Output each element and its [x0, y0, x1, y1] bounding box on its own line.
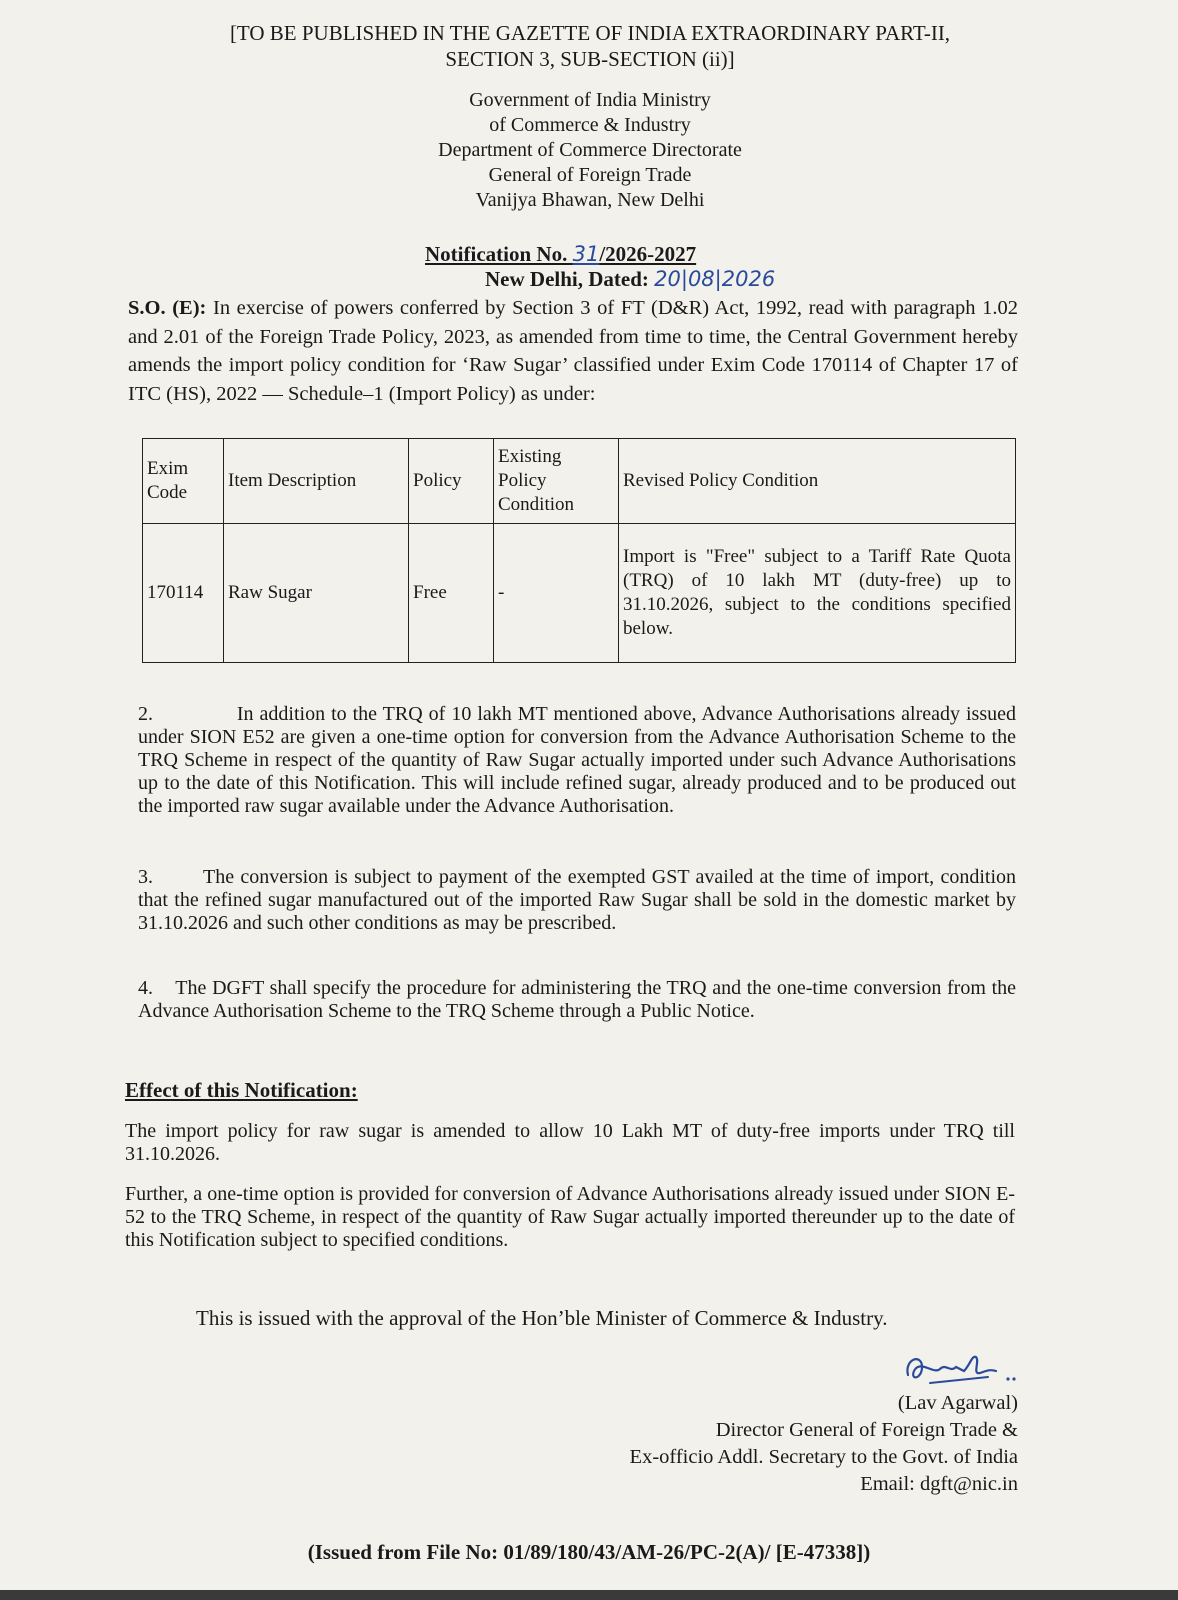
- issuer-line-5: Vanijya Bhawan, New Delhi: [475, 189, 705, 211]
- effect-heading: Effect of this Notification:: [125, 1078, 358, 1102]
- cell-existing-policy-condition: -: [494, 524, 619, 663]
- policy-table: [142, 438, 1016, 663]
- so-label: S.O. (E):: [128, 297, 207, 319]
- signatory-title-2: Ex-officio Addl. Secretary to the Govt. of India: [629, 1446, 1018, 1468]
- paragraph-3: 3. The conversion is subject to payment of the exempted GST availed at the time of import, condition that the refined sugar manufactured out of the imported Raw Sugar shall be sold in the domestic market by 31.10.2026 and such other conditions as may be prescribed.: [138, 866, 1021, 934]
- cell-revised-policy-condition: Import is "Free" subject to a Tariff Rate Quota (TRQ) of 10 lakh MT (duty-free) up to 31.10.2026, subject to the conditions specified below.: [619, 524, 1016, 663]
- header-existing-policy-condition: Existing Policy Condition: [494, 439, 619, 524]
- header-policy: Policy: [409, 439, 494, 524]
- notification-date-prefix: New Delhi, Dated:: [485, 267, 655, 291]
- effect-paragraph-2: Further, a one-time option is provided for conversion of Advance Authorisations already issued under SION E-52 to the TRQ Scheme, in respect of the quantity of Raw Sugar actually imported thereunder up to the date of this Notification subject to specified conditions.: [125, 1183, 1015, 1251]
- signatory-title-1: Director General of Foreign Trade &: [715, 1419, 1018, 1441]
- issuer-line-2: of Commerce & Industry: [489, 114, 691, 136]
- paragraph-4: 4. The DGFT shall specify the procedure for administering the TRQ and the one-time conversion from the Advance Authorisation Scheme to the TRQ Scheme through a Public Notice.: [138, 977, 1020, 1022]
- header-exim-code: Exim Code: [143, 439, 224, 524]
- notification-number-suffix: /2026-2027: [599, 242, 697, 266]
- signatory-block: [630, 1390, 1018, 1498]
- gazette-header-line-2: SECTION 3, SUB-SECTION (ii)]: [445, 47, 735, 71]
- table-header-row: [143, 439, 1016, 524]
- issuer-line-3: Department of Commerce Directorate: [438, 139, 742, 161]
- cell-exim-code: 170114: [143, 524, 224, 663]
- approval-statement: This is issued with the approval of the Hon’ble Minister of Commerce & Industry.: [196, 1306, 888, 1330]
- bottom-edge: [0, 1590, 1178, 1600]
- notification-date: [485, 267, 775, 291]
- notification-date-handwritten: 20|08|2026: [654, 267, 776, 291]
- signatory-email: Email: dgft@nic.in: [860, 1473, 1018, 1495]
- cell-item-description: Raw Sugar: [224, 524, 409, 663]
- file-reference: (Issued from File No: 01/89/180/43/AM-26/PC-2(A)/ [E-47338]): [307, 1540, 871, 1564]
- paragraph-2: 2. In addition to the TRQ of 10 lakh MT mentioned above, Advance Authorisations already issued under SION E52 are given a one-time option for conversion from the Advance Authorisation Scheme to the TRQ Scheme in respect of the quantity of Raw Sugar actually imported under such Advance Authorisations up to the date of this Notification. This will include refined sugar, already produced and to be produced out the imported raw sugar available under the Advance Authorisation.: [138, 703, 1021, 817]
- effect-paragraph-1: The import policy for raw sugar is amended to allow 10 Lakh MT of duty-free imports under TRQ till 31.10.2026.: [125, 1120, 1015, 1165]
- notification-number: [425, 242, 696, 266]
- handwritten-signature: [900, 1345, 1020, 1393]
- issuer-line-1: Government of India Ministry: [469, 89, 711, 111]
- header-revised-policy-condition: Revised Policy Condition: [619, 439, 1016, 524]
- so-paragraph: [128, 294, 1018, 408]
- signatory-name: (Lav Agarwal): [897, 1392, 1018, 1414]
- notification-number-handwritten: 31: [572, 242, 600, 266]
- issuer-block: [380, 88, 800, 213]
- table-row: [143, 524, 1016, 663]
- gazette-header: [100, 20, 1080, 72]
- header-item-description: Item Description: [224, 439, 409, 524]
- issuer-line-4: General of Foreign Trade: [488, 164, 692, 186]
- so-text: In exercise of powers conferred by Section 3 of FT (D&R) Act, 1992, read with paragraph 1.02 and 2.01 of the Foreign Trade Policy, 2023, as amended from time to time, the Central Government hereby amends the import policy condition for ‘Raw Sugar’ classified under Exim Code 170114 of Chapter 17 of ITC (HS), 2022 — Schedule–1 (Import Policy) as under:: [128, 297, 1019, 405]
- notification-number-prefix: Notification No.: [425, 242, 573, 266]
- cell-policy: Free: [409, 524, 494, 663]
- gazette-header-line-1: [TO BE PUBLISHED IN THE GAZETTE OF INDIA EXTRAORDINARY PART-II,: [229, 21, 951, 45]
